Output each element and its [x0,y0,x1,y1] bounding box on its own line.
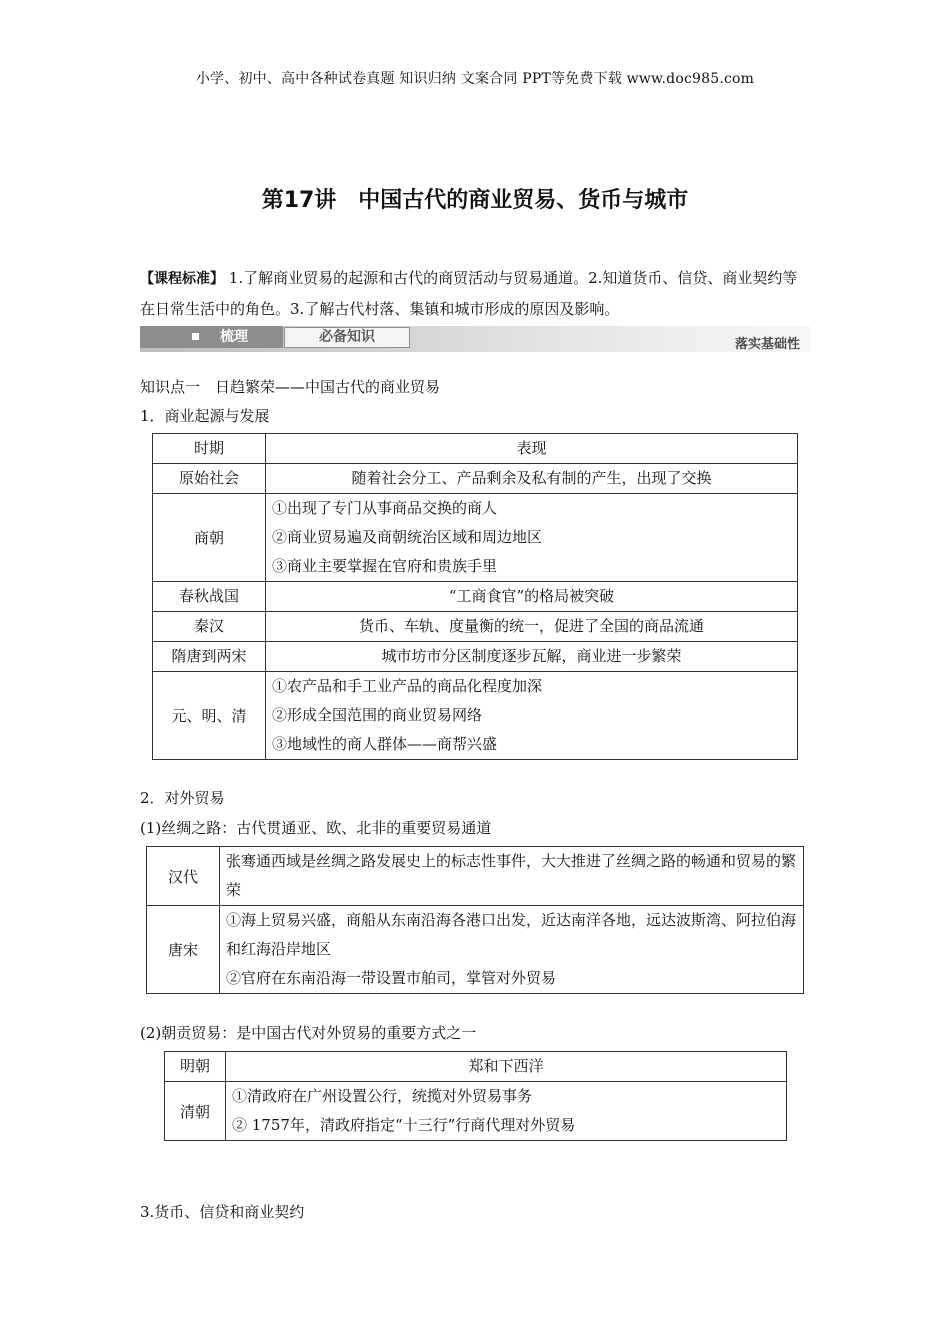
section-banner [140,326,810,352]
table-header-period: 时期 [153,434,266,464]
page-title: 第17讲 中国古代的商业贸易、货币与城市 [261,188,689,213]
section3-heading: 3.货币、信贷和商业契约 [140,1203,305,1221]
table-row [147,847,804,906]
tribute-table [164,1051,787,1141]
row-period: 原始社会 [153,464,266,494]
row-period: 商朝 [153,494,266,582]
silk-road-heading: (1)丝绸之路：古代贯通亚、欧、北非的重要贸易通道 [140,819,492,837]
row-line: ①清政府在广州设置公行，统揽对外贸易事务 [232,1087,533,1105]
table-header-content: 表现 [266,434,798,464]
row-period: 汉代 [147,847,220,906]
table-row [153,464,798,494]
table-header-row [153,434,798,464]
row-line: ③地域性的商人群体——商帮兴盛 [272,735,498,753]
row-content: 货币、车轨、度量衡的统一，促进了全国的商品流通 [266,612,798,642]
banner-tab-dark [140,326,283,348]
row-period: 唐宋 [147,906,220,994]
section2-heading: 2．对外贸易 [140,789,225,807]
course-standard-text: 1.了解商业贸易的起源和古代的商贸活动与贸易通道。2.知道货币、信贷、商业契约等在日常生活中的角色。3.了解古代村落、集镇和城市形成的原因及影响。 [140,269,798,318]
banner-tab-light: 必备知识 [284,327,410,348]
row-content: “工商食官”的格局被突破 [266,582,798,612]
row-line: ③商业主要掌握在官府和贵族手里 [272,557,498,575]
course-standard [140,263,812,324]
banner-tab1-label: 梳理 [220,329,248,345]
row-period: 隋唐到两宋 [153,642,266,672]
row-line: ①海上贸易兴盛，商船从东南沿海各港口出发，近达南洋各地，远达波斯湾、阿拉伯海和红海沿岸地区 [226,911,797,958]
row-period: 元、明、清 [153,672,266,760]
table-row [153,672,798,760]
row-line: ②官府在东南沿海一带设置市舶司，掌管对外贸易 [226,969,557,987]
row-content: 随着社会分工、产品剩余及私有制的产生，出现了交换 [266,464,798,494]
row-content: 张骞通西域是丝绸之路发展史上的标志性事件，大大推进了丝绸之路的畅通和贸易的繁荣 [220,847,804,906]
tribute-heading: (2)朝贡贸易：是中国古代对外贸易的重要方式之一 [140,1024,477,1042]
table-row [153,494,798,582]
table-row [165,1082,787,1141]
silk-road-table [146,846,804,994]
square-bullet-icon [192,333,199,340]
knowledge-point-heading: 知识点一 日趋繁荣——中国古代的商业贸易 [140,378,441,396]
row-period: 春秋战国 [153,582,266,612]
row-content [266,672,798,760]
row-line: ②商业贸易遍及商朝统治区域和周边地区 [272,528,543,546]
row-period: 秦汉 [153,612,266,642]
row-period: 清朝 [165,1082,226,1141]
section1-heading: 1．商业起源与发展 [140,407,270,425]
row-line: ②形成全国范围的商业贸易网络 [272,706,483,724]
row-content [220,906,804,994]
page-header: 小学、初中、高中各种试卷真题 知识归纳 文案合同 PPT等免费下载 www.doc985.com [195,71,755,87]
table-row [147,906,804,994]
commerce-table [152,433,798,760]
table-row [165,1052,787,1082]
table-row [153,642,798,672]
row-line: ①出现了专门从事商品交换的商人 [272,499,498,517]
row-period: 明朝 [165,1052,226,1082]
row-content: 郑和下西洋 [226,1052,787,1082]
row-content: 城市坊市分区制度逐步瓦解，商业进一步繁荣 [266,642,798,672]
row-line: ①农产品和手工业产品的商品化程度加深 [272,677,543,695]
course-standard-label: 【课程标准】 [140,271,224,287]
row-line: ② 1757年，清政府指定“十三行”行商代理对外贸易 [232,1116,576,1134]
row-content [226,1082,787,1141]
table-row [153,612,798,642]
table-row [153,582,798,612]
banner-right-label: 落实基础性 [734,337,800,352]
row-content [266,494,798,582]
